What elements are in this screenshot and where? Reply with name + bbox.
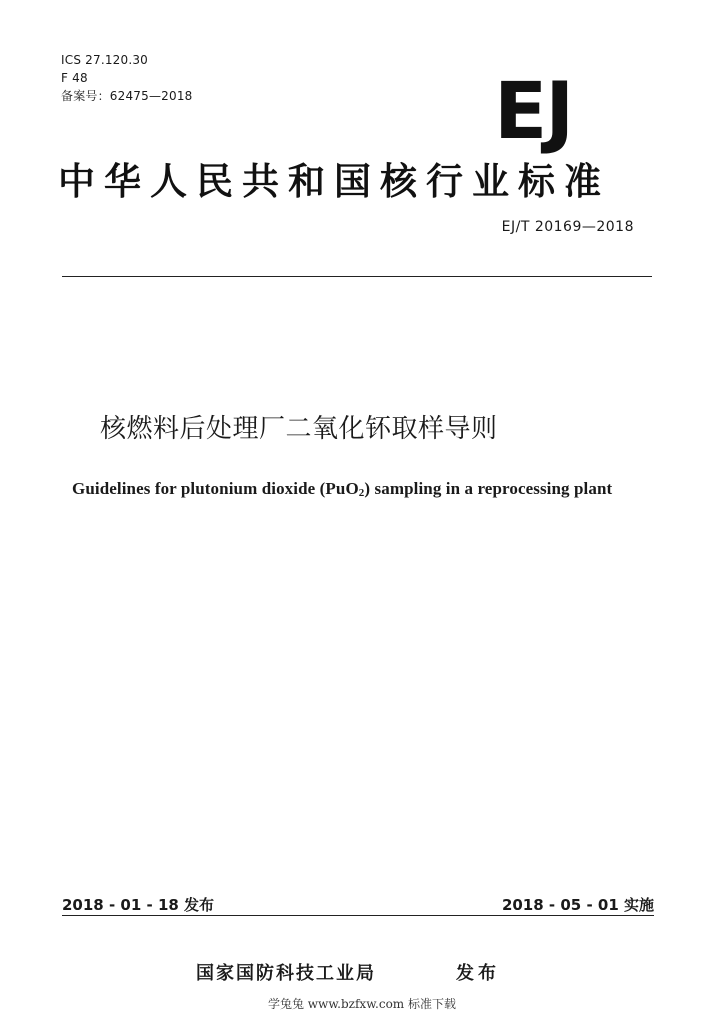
publish-label: 发布 (456, 963, 500, 984)
issue-date: 2018 - 01 - 18 发布 (62, 896, 215, 914)
filing-number: 备案号：62475—2018 (61, 89, 193, 103)
footer-divider (62, 915, 654, 916)
implementation-date: 2018 - 05 - 01 实施 (501, 896, 654, 914)
ics-code: ICS 27.120.30 (61, 53, 149, 67)
publisher-name: 国家国防科技工业局 (196, 963, 376, 984)
ccs-code: F 48 (61, 71, 88, 85)
ej-logo: EJ (494, 67, 573, 157)
title-english-part1: Guidelines for plutonium dioxide (PuO (72, 479, 359, 498)
title-english-subscript: 2 (358, 487, 365, 499)
watermark-text: 学兔兔 www.bzfxw.com 标准下载 (267, 997, 457, 1011)
standard-category-title: 中华人民共和国核行业标准 (58, 160, 610, 203)
document-title-chinese: 核燃料后处理厂二氧化钚取样导则 (100, 414, 498, 444)
document-title-english (72, 478, 612, 500)
header-divider (62, 276, 652, 277)
standard-number: EJ/T 20169—2018 (501, 219, 634, 235)
title-english-part2: ) sampling in a reprocessing plant (364, 479, 613, 498)
